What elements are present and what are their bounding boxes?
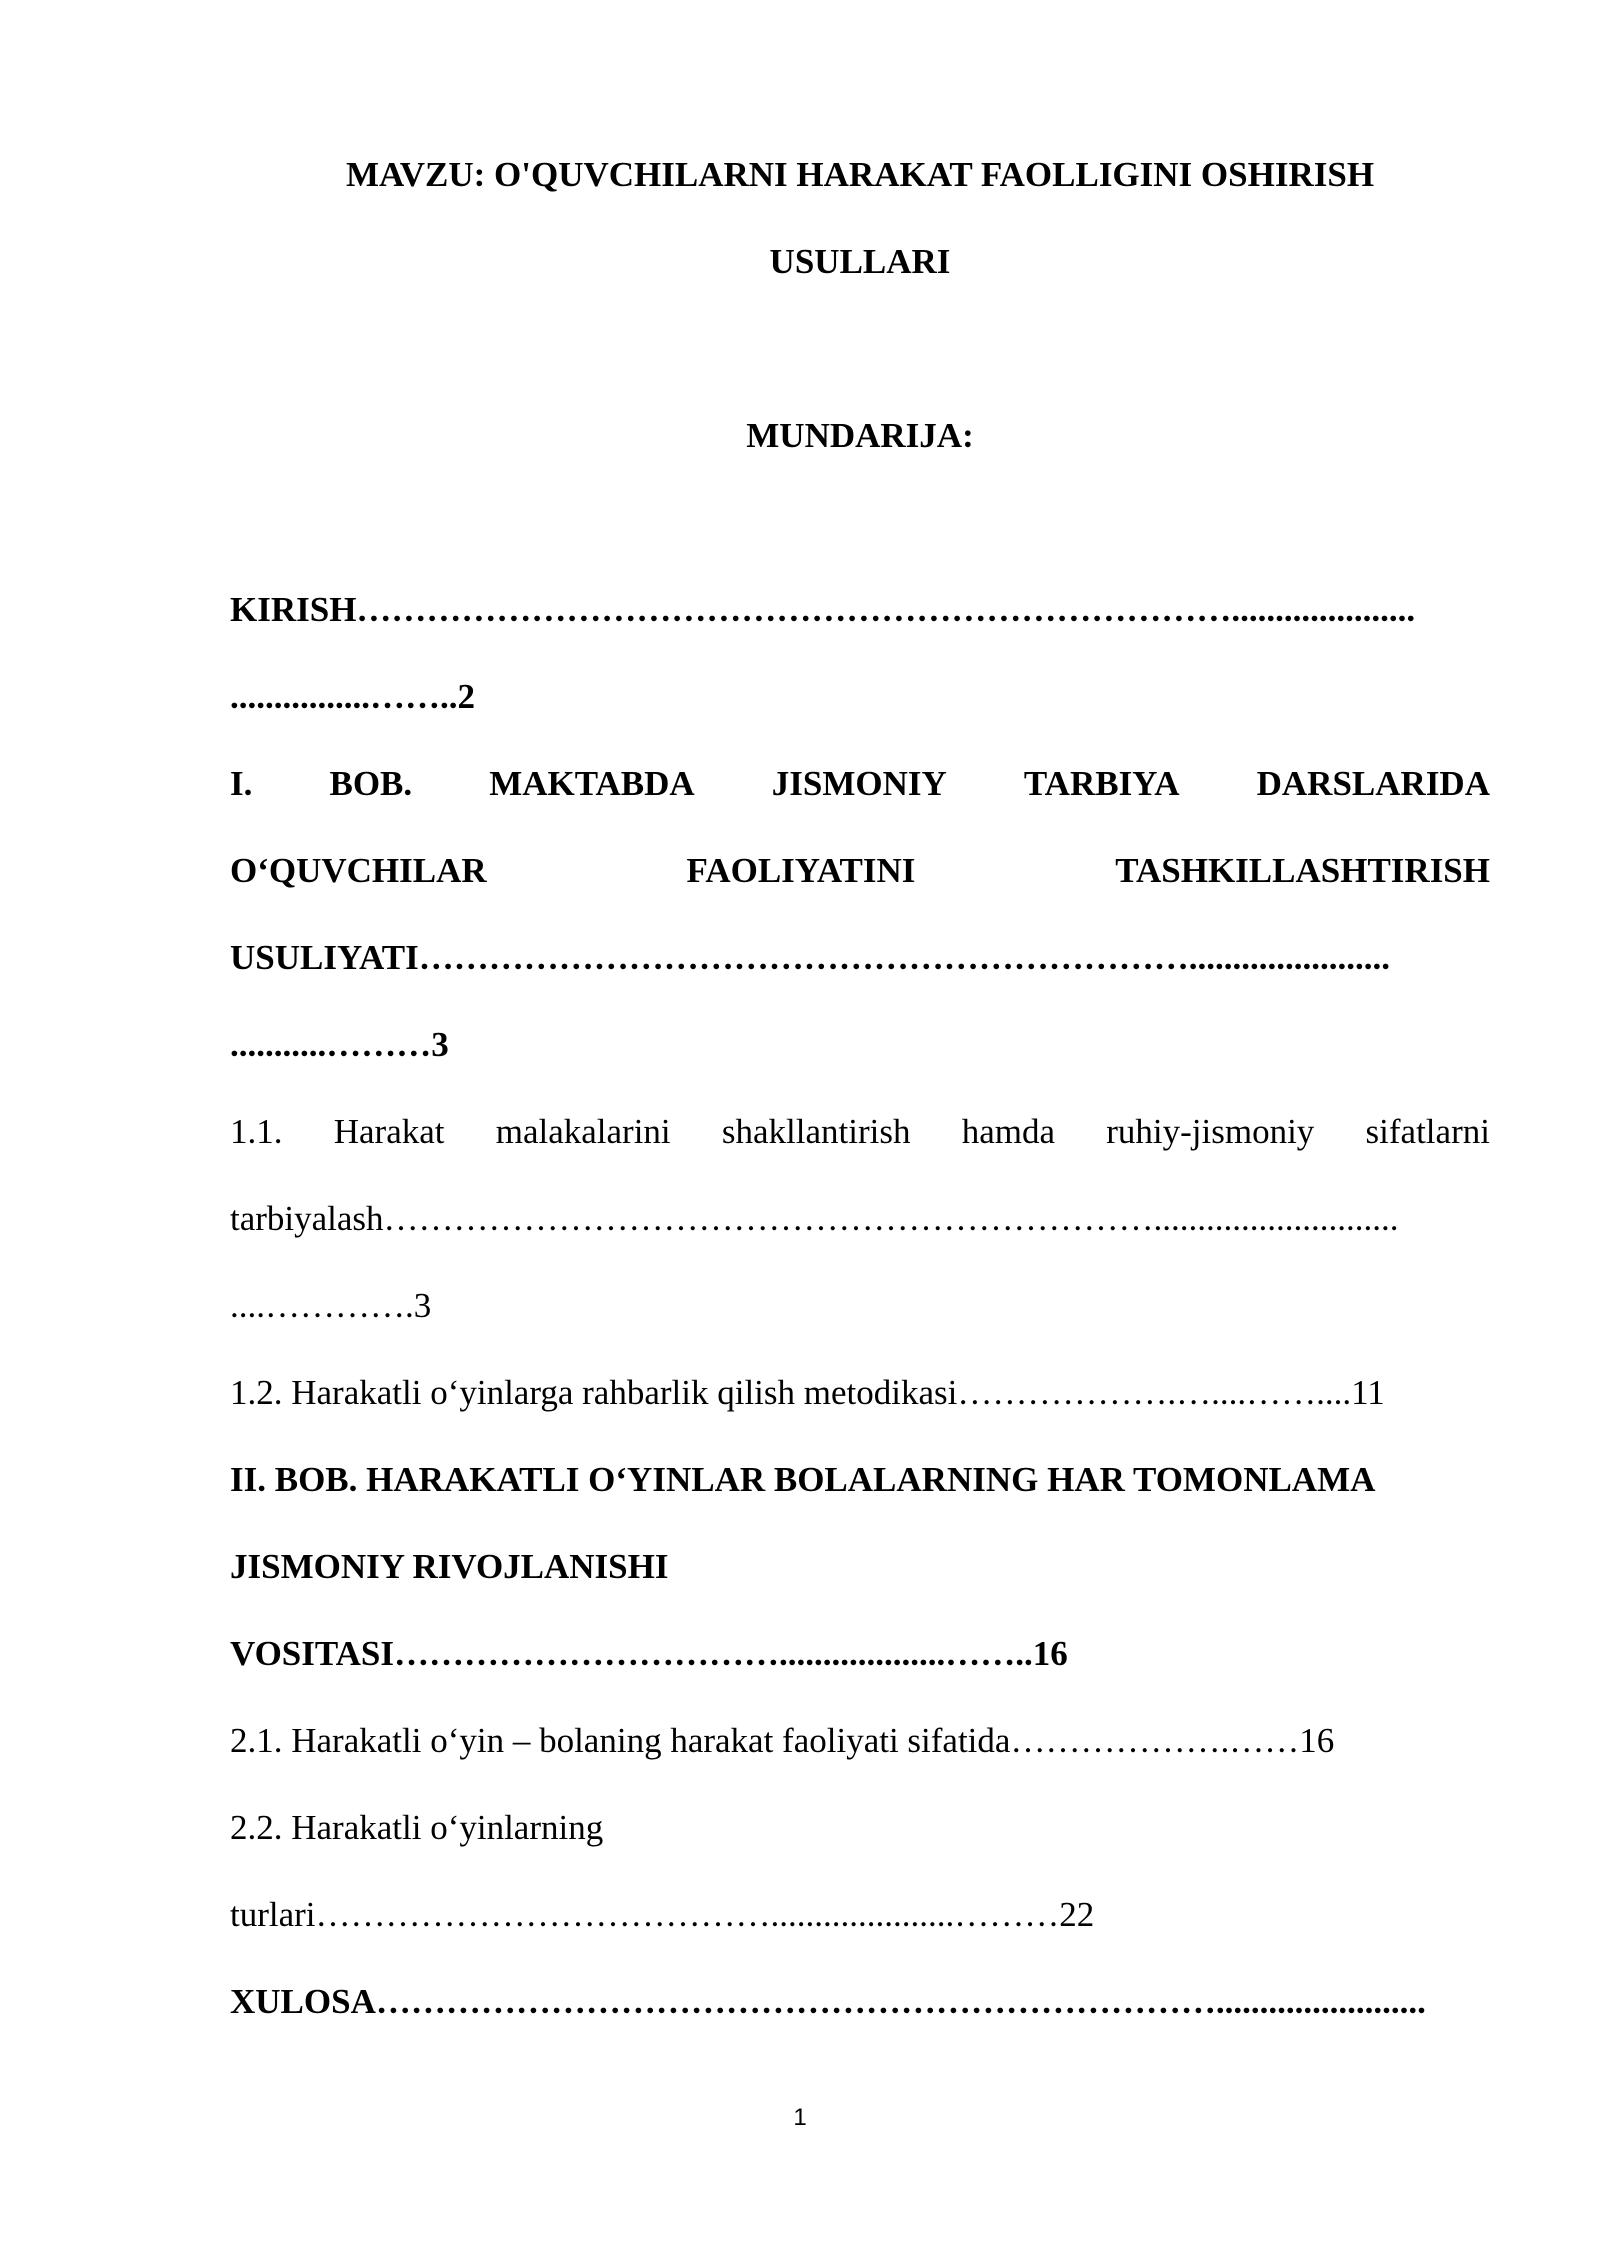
toc-word: I. <box>230 764 253 803</box>
toc-word: hamda <box>961 1112 1056 1151</box>
toc-entry-kirish[interactable]: KIRISH…………………………………………………………………..................... <box>230 590 1416 629</box>
toc-word: TARBIYA <box>1023 764 1180 803</box>
toc-entry-chapter-1-line-3[interactable]: USULIYATI…………………………………………………………....................... <box>230 938 1390 977</box>
toc-word: FAOLIYATINI <box>686 851 916 890</box>
toc-entry-chapter-1-page[interactable]: ...........………3 <box>230 1025 449 1064</box>
document-title-line-2: USULLARI <box>769 242 951 281</box>
toc-word: shakllantirish <box>721 1112 911 1151</box>
toc-word: sifatlarni <box>1365 1112 1490 1151</box>
toc-entry-section-2-2-line-2[interactable]: turlari………………………………….....................………22 <box>230 1895 1095 1934</box>
page-number: 1 <box>793 2104 807 2131</box>
toc-entry-chapter-2-line-3[interactable]: VOSITASI……………………………...................……..16 <box>230 1634 1068 1673</box>
toc-entry-section-2-2[interactable]: 2.2. Harakatli o‘yinlarning <box>230 1808 604 1847</box>
toc-word: JISMONIY <box>771 764 947 803</box>
toc-entry-section-1-1-page[interactable]: ....………….3 <box>230 1286 432 1325</box>
toc-word: ruhiy-jismoniy <box>1106 1112 1315 1151</box>
toc-entry-kirish-page[interactable]: ................……..2 <box>230 677 475 716</box>
toc-word: TASHKILLASHTIRISH <box>1115 851 1490 890</box>
toc-word: BOB. <box>329 764 413 803</box>
toc-word: MAKTABDA <box>489 764 695 803</box>
toc-word: DARSLARIDA <box>1256 764 1490 803</box>
toc-entry-chapter-2[interactable]: II. BOB. HARAKATLI O‘YINLAR BOLALARNING HAR TOMONLAMA <box>230 1460 1376 1499</box>
toc-entry-section-1-1[interactable] <box>230 1112 1490 1152</box>
toc-entry-section-1-1-line-2[interactable]: tarbiyalash…………………………………………………………............................ <box>230 1199 1399 1238</box>
toc-word: malakalarini <box>495 1112 671 1151</box>
toc-word: Harakat <box>333 1112 445 1151</box>
toc-entry-chapter-1[interactable] <box>230 764 1490 804</box>
toc-word: O‘QUVCHILAR <box>230 851 487 890</box>
toc-entry-section-2-1[interactable]: 2.1. Harakatli o‘yin – bolaning harakat faoliyati sifatida……………….……16 <box>230 1721 1335 1760</box>
document-title-line-1: MAVZU: O'QUVCHILARNI HARAKAT FAOLLIGINI OSHIRISH <box>345 155 1375 194</box>
toc-entry-xulosa[interactable]: XULOSA………………………………………………………………........................ <box>230 1982 1426 2021</box>
toc-word: 1.1. <box>230 1112 283 1151</box>
toc-entry-chapter-1-line-2[interactable] <box>230 851 1490 891</box>
contents-heading: MUNDARIJA: <box>746 416 974 455</box>
toc-entry-chapter-2-line-2[interactable]: JISMONIY RIVOJLANISHI <box>230 1547 669 1586</box>
toc-entry-section-1-2[interactable]: 1.2. Harakatli o‘yinlarga rahbarlik qilish metodikasi……………….…....……....11 <box>230 1373 1385 1412</box>
